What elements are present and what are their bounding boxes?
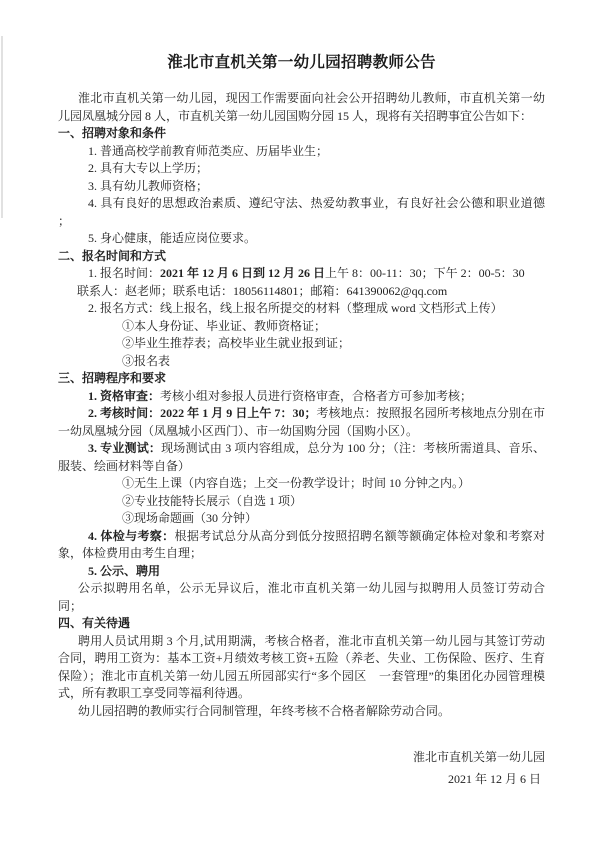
text-segment: ②毕业生推荐表；高校毕业生就业报到证；: [122, 336, 351, 350]
text-segment: 根据考试总分从高分到低分按照招聘名额等额确定体检对象和考察对象，体检费用由考生自理；: [58, 528, 545, 560]
test-item-1: [58, 475, 545, 493]
text-segment: 聘用人员试用期 3 个月,试用期满，考核合格者，淮北市直机关第一幼儿园与其签订劳动合同，聘用工资为：基本工资+月绩效考核工资+五险（养老、失业、工伤保险、医疗、生育保险）；淮北市直机关第一幼儿园五所园部实行“多个园区 一套管理”的集团化办园管理模式，所有教职工享受同等福利待遇。: [58, 633, 545, 700]
text-segment: 4. 具有良好的思想政治素质、遵纪守法、热爱幼教事业，有良好社会公德和职业道德 ；: [58, 196, 545, 228]
bold-text-segment: 2. 考核时间：2022 年 1 月 9 日上午 7：30；: [88, 406, 317, 420]
bold-text-segment: 3. 专业测试：: [88, 441, 162, 455]
bold-text-segment: 2021 年 12 月 6 日到 12 月 26 日: [160, 266, 326, 280]
text-segment: 幼儿园招聘的教师实行合同制管理，年终考核不合格者解除劳动合同。: [78, 703, 451, 718]
procedure-item-5: [58, 563, 545, 581]
text-segment: ③报名表: [122, 353, 171, 368]
bold-text-segment: 三、招聘程序和要求: [58, 371, 167, 385]
text-segment: 考核地点：按照报名园所考核地点分别在市一幼凤凰城分园（凤凰城小区西门）、市一幼国购分园（国购小区）。: [58, 406, 545, 438]
bold-text-segment: 5. 公示、聘用: [88, 563, 161, 578]
contract-paragraph: [58, 703, 545, 721]
text-segment: ②专业技能特长展示（自选 1 项）: [122, 493, 303, 508]
text-segment: 淮北市直机关第一幼儿园，现因工作需要面向社会公开招聘幼儿教师，市直机关第一幼儿园凤凰城分园 8 人，市直机关第一幼儿园国购分园 15 人，现将有关招聘事宜公告如下：: [58, 91, 545, 123]
text-segment: 2. 具有大专以上学历；: [88, 161, 209, 175]
condition-item-4: [58, 195, 545, 230]
signup-time-item: [58, 265, 545, 283]
bold-text-segment: 一、招聘对象和条件: [58, 126, 167, 140]
text-segment: 1. 报名时间：: [88, 266, 161, 280]
publicity-paragraph: [58, 580, 545, 615]
signature-block: [58, 746, 545, 790]
test-item-3: [58, 510, 545, 528]
material-item-1: [58, 318, 545, 336]
signup-method-item: [58, 300, 545, 318]
treatment-paragraph: [58, 633, 545, 703]
procedure-item-4: [58, 528, 545, 563]
text-segment: 现场测试由 3 项内容组成，总分为 100 分；（注：考核所需道具、音乐、服装、绘画材料等自备）: [58, 441, 545, 473]
bold-text-segment: 4. 体检与考察：: [88, 528, 175, 543]
bold-text-segment: 1. 资格审查：: [88, 388, 161, 403]
text-segment: 考核小组对参报人员进行资格审查，合格者方可参加考核；: [160, 388, 473, 403]
text-segment: 联系人：赵老师；联系电话：18056114801；邮箱：641390062@qq.com: [77, 283, 448, 298]
intro-paragraph: [58, 90, 545, 125]
document-body: [58, 90, 545, 720]
text-segment: 1. 普通高校学前教育师范类应、历届毕业生；: [88, 143, 329, 158]
text-segment: 上午 8：00-11：30；下午 2：00-5：30: [325, 266, 525, 280]
text-segment: ①无生上课（内容自选；上交一份教学设计；时间 10 分钟之内。）: [122, 476, 471, 490]
text-segment: 公示拟聘用名单，公示无异议后，淮北市直机关第一幼儿园与拟聘用人员签订劳动合同；: [58, 581, 545, 613]
bold-text-segment: 四、有关待遇: [58, 616, 131, 630]
section-heading-3: [58, 370, 545, 388]
test-item-2: [58, 493, 545, 511]
signature-date: 2021 年 12 月 6 日: [447, 772, 541, 786]
scan-edge-artifact: [1, 36, 3, 218]
signature-org: 淮北市直机关第一幼儿园: [412, 750, 545, 764]
contact-line: [58, 283, 545, 301]
text-segment: ③现场命题画（30 分钟）: [122, 511, 258, 525]
material-item-3: [58, 353, 545, 371]
procedure-item-3: [58, 440, 545, 475]
material-item-2: [58, 335, 545, 353]
section-heading-4: [58, 615, 545, 633]
text-segment: 2. 报名方式：线上报名，线上报名所提交的材料（整理成 word 文档形式上传）: [88, 301, 503, 315]
condition-item-1: [58, 143, 545, 161]
section-heading-1: [58, 125, 545, 143]
document-title: 淮北市直机关第一幼儿园招聘教师公告: [167, 54, 436, 71]
condition-item-5: [58, 230, 545, 248]
bold-text-segment: 二、报名时间和方式: [58, 248, 167, 263]
condition-item-3: [58, 178, 545, 196]
procedure-item-2: [58, 405, 545, 440]
section-heading-2: [58, 248, 545, 266]
text-segment: 3. 具有幼儿教师资格；: [88, 178, 209, 193]
procedure-item-1: [58, 388, 545, 406]
text-segment: ①本人身份证、毕业证、教师资格证；: [122, 318, 327, 333]
text-segment: 5. 身心健康，能适应岗位要求。: [88, 231, 257, 245]
condition-item-2: [58, 160, 545, 178]
